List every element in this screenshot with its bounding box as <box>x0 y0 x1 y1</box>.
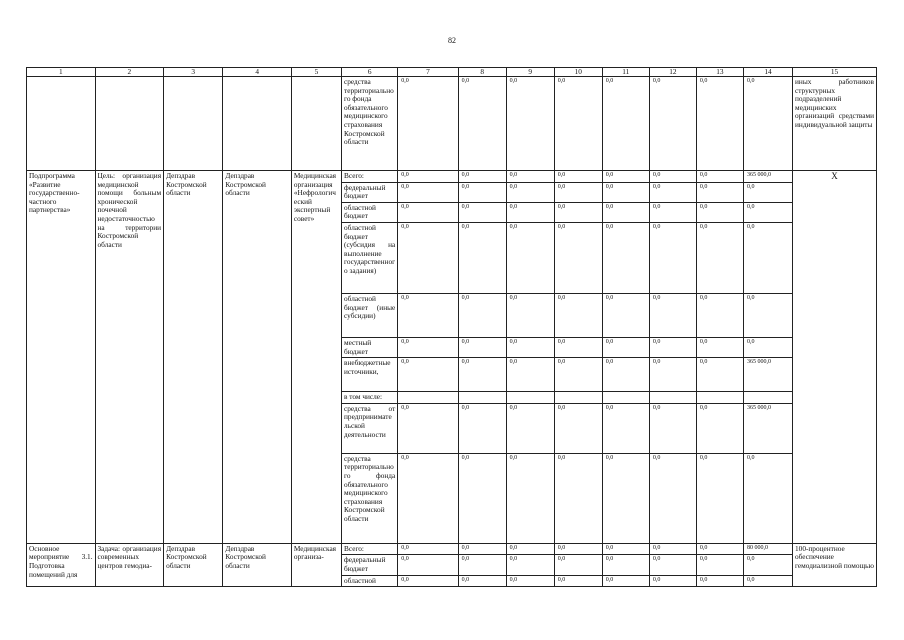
value-cell: 0,0 <box>458 293 506 337</box>
value-cell: 0,0 <box>743 293 792 337</box>
empty-cell <box>223 77 292 171</box>
value-cell: 80 000,0 <box>743 543 792 555</box>
value-cell: 0,0 <box>458 202 506 222</box>
value-cell: 0,0 <box>458 555 506 575</box>
column-number: 9 <box>506 68 554 77</box>
value-cell: 0,0 <box>398 358 458 392</box>
funding-source-cell: Всего: <box>342 171 398 183</box>
value-cell: 0,0 <box>506 358 554 392</box>
value-cell: 0,0 <box>398 453 458 543</box>
empty-cell <box>27 77 96 171</box>
value-cell: 0,0 <box>602 403 649 453</box>
value-cell: 0,0 <box>506 77 554 171</box>
column-number: 8 <box>458 68 506 77</box>
funding-source-cell: федеральный бюджет <box>342 555 398 575</box>
value-cell: 0,0 <box>696 358 743 392</box>
participant-cell: Медицинская организа- <box>291 543 341 586</box>
value-cell: 365 000,0 <box>743 358 792 392</box>
table-row <box>27 77 877 171</box>
value-cell: 0,0 <box>649 453 696 543</box>
value-cell: 0,0 <box>554 182 602 202</box>
value-cell: 0,0 <box>554 555 602 575</box>
value-cell <box>554 392 602 404</box>
value-cell: 0,0 <box>398 555 458 575</box>
goal-cell: Цель: организация медицинской помощи больным хронической почечной недостаточностью на территории Костромской области <box>95 171 164 544</box>
value-cell: 0,0 <box>458 182 506 202</box>
funding-source-cell: областной <box>342 575 398 587</box>
value-cell: 0,0 <box>398 403 458 453</box>
value-cell: 0,0 <box>649 575 696 587</box>
value-cell: 0,0 <box>649 555 696 575</box>
value-cell: 0,0 <box>602 202 649 222</box>
value-cell: 0,0 <box>506 222 554 293</box>
page-number: 82 <box>448 36 456 45</box>
value-cell: 0,0 <box>649 202 696 222</box>
funding-source-cell: средства территориального фонда обязательного медицинского страхования Костромской области <box>342 77 398 171</box>
value-cell: 0,0 <box>649 358 696 392</box>
value-cell: 0,0 <box>602 543 649 555</box>
value-cell: 365 000,0 <box>743 171 792 183</box>
column-number: 10 <box>554 68 602 77</box>
value-cell: 0,0 <box>554 77 602 171</box>
funding-source-cell: местный бюджет <box>342 337 398 357</box>
responsible-cell: Депздрав Костромской области <box>164 543 223 586</box>
funding-source-cell: областной бюджет (субсидия на выполнение государственного задания) <box>342 222 398 293</box>
value-cell: 0,0 <box>743 202 792 222</box>
value-cell: 0,0 <box>398 222 458 293</box>
column-number: 15 <box>793 68 877 77</box>
value-cell: 0,0 <box>458 77 506 171</box>
column-number: 12 <box>649 68 696 77</box>
value-cell: 0,0 <box>696 222 743 293</box>
value-cell: 0,0 <box>506 337 554 357</box>
responsible-cell: Депздрав Костромской области <box>164 171 223 544</box>
value-cell: 0,0 <box>696 182 743 202</box>
value-cell <box>696 392 743 404</box>
value-cell: 0,0 <box>506 182 554 202</box>
column-number: 6 <box>342 68 398 77</box>
result-cell: Х <box>793 171 877 544</box>
column-number-row <box>27 68 877 77</box>
value-cell: 0,0 <box>602 337 649 357</box>
value-cell: 0,0 <box>743 77 792 171</box>
result-cell: 100-процентное обеспечение гемодиализной помощью <box>793 543 877 586</box>
funding-source-cell: в том числе: <box>342 392 398 404</box>
value-cell: 0,0 <box>506 293 554 337</box>
column-number: 14 <box>743 68 792 77</box>
funding-source-cell: Всего: <box>342 543 398 555</box>
value-cell: 0,0 <box>554 293 602 337</box>
value-cell: 0,0 <box>743 337 792 357</box>
goal-cell: Задача: организация современных центров гемодиа- <box>95 543 164 586</box>
value-cell <box>458 392 506 404</box>
value-cell: 0,0 <box>602 222 649 293</box>
funding-source-cell: средства территориального фонда обязательного медицинского страхования Костромской области <box>342 453 398 543</box>
column-number: 2 <box>95 68 164 77</box>
column-number: 3 <box>164 68 223 77</box>
value-cell: 0,0 <box>696 171 743 183</box>
value-cell: 0,0 <box>398 543 458 555</box>
table-row <box>27 171 877 183</box>
value-cell: 0,0 <box>398 171 458 183</box>
value-cell: 0,0 <box>398 202 458 222</box>
value-cell: 0,0 <box>602 293 649 337</box>
funding-source-cell: федеральный бюджет <box>342 182 398 202</box>
value-cell: 0,0 <box>554 403 602 453</box>
value-cell: 0,0 <box>696 202 743 222</box>
value-cell: 0,0 <box>743 222 792 293</box>
value-cell: 0,0 <box>602 358 649 392</box>
value-cell: 0,0 <box>554 337 602 357</box>
column-number: 5 <box>291 68 341 77</box>
value-cell: 0,0 <box>398 575 458 587</box>
value-cell: 0,0 <box>696 293 743 337</box>
value-cell: 0,0 <box>554 453 602 543</box>
value-cell: 0,0 <box>458 358 506 392</box>
value-cell: 0,0 <box>506 403 554 453</box>
value-cell: 0,0 <box>696 575 743 587</box>
value-cell: 0,0 <box>458 543 506 555</box>
value-cell: 0,0 <box>554 358 602 392</box>
value-cell: 0,0 <box>649 77 696 171</box>
value-cell <box>398 392 458 404</box>
empty-cell <box>291 77 341 171</box>
value-cell: 0,0 <box>743 575 792 587</box>
value-cell: 0,0 <box>458 403 506 453</box>
value-cell: 0,0 <box>458 453 506 543</box>
value-cell: 0,0 <box>649 403 696 453</box>
value-cell: 0,0 <box>743 555 792 575</box>
value-cell: 0,0 <box>458 171 506 183</box>
funding-source-cell: областной бюджет (иные субсидии) <box>342 293 398 337</box>
value-cell: 0,0 <box>554 575 602 587</box>
funding-source-cell: средства от предпринимательской деятельности <box>342 403 398 453</box>
value-cell: 0,0 <box>398 77 458 171</box>
value-cell: 0,0 <box>696 337 743 357</box>
funding-source-cell: внебюджетные источники, <box>342 358 398 392</box>
value-cell: 0,0 <box>696 555 743 575</box>
value-cell: 0,0 <box>554 202 602 222</box>
value-cell: 0,0 <box>602 77 649 171</box>
value-cell: 0,0 <box>506 543 554 555</box>
value-cell: 0,0 <box>506 453 554 543</box>
value-cell: 0,0 <box>743 182 792 202</box>
empty-cell <box>95 77 164 171</box>
value-cell: 0,0 <box>649 337 696 357</box>
value-cell: 0,0 <box>696 543 743 555</box>
coexecutor-cell: Депздрав Костромской области <box>223 543 292 586</box>
value-cell: 0,0 <box>649 543 696 555</box>
value-cell: 0,0 <box>554 543 602 555</box>
coexecutor-cell: Депздрав Костромской области <box>223 171 292 544</box>
value-cell: 0,0 <box>398 337 458 357</box>
value-cell: 0,0 <box>649 171 696 183</box>
value-cell: 0,0 <box>398 182 458 202</box>
table-row <box>27 543 877 555</box>
value-cell: 0,0 <box>696 403 743 453</box>
column-number: 4 <box>223 68 292 77</box>
value-cell: 0,0 <box>554 171 602 183</box>
value-cell: 0,0 <box>458 337 506 357</box>
column-number: 11 <box>602 68 649 77</box>
value-cell: 0,0 <box>602 575 649 587</box>
value-cell: 0,0 <box>602 171 649 183</box>
value-cell: 0,0 <box>696 77 743 171</box>
column-number: 1 <box>27 68 96 77</box>
value-cell: 0,0 <box>506 555 554 575</box>
value-cell: 0,0 <box>506 575 554 587</box>
value-cell: 0,0 <box>554 222 602 293</box>
value-cell: 0,0 <box>696 453 743 543</box>
value-cell <box>506 392 554 404</box>
funding-source-cell: областной бюджет <box>342 202 398 222</box>
empty-cell <box>164 77 223 171</box>
value-cell: 0,0 <box>602 453 649 543</box>
value-cell: 0,0 <box>458 575 506 587</box>
value-cell: 0,0 <box>743 453 792 543</box>
participant-cell: Медицинская организация «Нефрологический экспертный совет» <box>291 171 341 544</box>
value-cell: 365 000,0 <box>743 403 792 453</box>
value-cell: 0,0 <box>602 555 649 575</box>
value-cell <box>649 392 696 404</box>
value-cell: 0,0 <box>506 202 554 222</box>
value-cell: 0,0 <box>649 222 696 293</box>
value-cell <box>743 392 792 404</box>
value-cell <box>602 392 649 404</box>
value-cell: 0,0 <box>649 182 696 202</box>
value-cell: 0,0 <box>398 293 458 337</box>
value-cell: 0,0 <box>602 182 649 202</box>
result-cell: иных работников структурных подразделений медицинских организаций средствами индивидуальной защиты <box>793 77 877 171</box>
program-name-cell: Подпрограмма «Развитие государственно-частного партнерства» <box>27 171 96 544</box>
column-number: 7 <box>398 68 458 77</box>
value-cell: 0,0 <box>649 293 696 337</box>
column-number: 13 <box>696 68 743 77</box>
value-cell: 0,0 <box>458 222 506 293</box>
program-name-cell: Основное мероприятие 3.1. Подготовка помещений для <box>27 543 96 586</box>
budget-table <box>26 67 877 587</box>
value-cell: 0,0 <box>506 171 554 183</box>
